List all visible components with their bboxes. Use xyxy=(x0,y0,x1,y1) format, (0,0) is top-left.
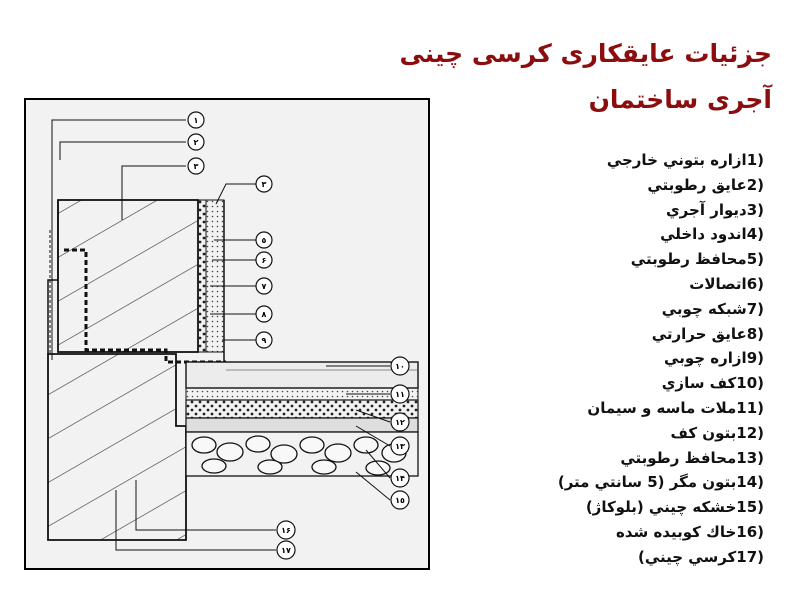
legend-item-12: (12بتون كف xyxy=(670,423,764,442)
callout-3b xyxy=(256,176,272,192)
legend-item-17: (17كرسي چيني) xyxy=(637,547,764,566)
legend-item-16: (16خاك كوبيده شده xyxy=(615,522,764,541)
foundation-wall xyxy=(48,354,186,540)
legend-item-6: (6اتصالات xyxy=(689,274,764,293)
svg-text:٣: ٣ xyxy=(193,162,199,171)
legend-item-2: (2عايق رطوبتي xyxy=(647,175,764,194)
callout-2 xyxy=(188,134,204,150)
legend-item-1: (1ازاره بتوني خارجي xyxy=(606,151,764,169)
callout-13 xyxy=(391,437,409,455)
legend-item-4: (4اندود داخلي xyxy=(660,225,764,244)
legend-item-11: (11ملات ماسه و سيمان xyxy=(587,398,764,417)
svg-text:١۶: ١۶ xyxy=(281,526,291,535)
diagram-title-line1: جزئیات عایقکاری کرسی چینی xyxy=(399,39,772,68)
callout-12 xyxy=(391,413,409,431)
legend-item-3: (3ديوار آجري xyxy=(665,200,764,219)
callout-1 xyxy=(188,112,204,128)
legend-item-13: (13محافظ رطوبتي xyxy=(620,448,764,467)
svg-text:٣: ٣ xyxy=(261,180,267,189)
legend-item-8: (8عايق حرارتي xyxy=(651,324,764,343)
svg-text:٢: ٢ xyxy=(193,138,199,147)
legend-list xyxy=(404,148,764,570)
svg-text:١٥: ١٥ xyxy=(395,496,405,505)
callout-17 xyxy=(277,541,295,559)
svg-text:٥: ٥ xyxy=(261,236,267,245)
callout-16 xyxy=(277,521,295,539)
svg-text:١١: ١١ xyxy=(395,390,405,399)
callout-5 xyxy=(256,232,272,248)
callout-3 xyxy=(188,158,204,174)
inner-lining xyxy=(198,200,224,362)
callout-6 xyxy=(256,252,272,268)
svg-text:١٣: ١٣ xyxy=(395,442,405,451)
legend-item-14: (14بتون مگر (5 سانتي متر) xyxy=(557,473,764,492)
legend-item-5: (5محافظ رطوبتي xyxy=(630,250,764,269)
callout-10 xyxy=(391,357,409,375)
callout-9 xyxy=(256,332,272,348)
svg-text:٩: ٩ xyxy=(261,336,267,345)
brick-wall-upper xyxy=(58,200,198,352)
legend-item-7: (7شبكه چوبي xyxy=(661,299,764,318)
svg-text:١٢: ١٢ xyxy=(395,418,405,427)
svg-text:٧: ٧ xyxy=(261,282,267,291)
legend-item-10: (10كف سازي xyxy=(661,374,764,393)
diagram-title-line2: آجری ساختمان xyxy=(588,85,772,114)
section-drawing-svg xyxy=(26,100,428,568)
svg-text:٨: ٨ xyxy=(261,310,267,319)
svg-text:١٧: ١٧ xyxy=(281,546,291,555)
callout-14 xyxy=(391,469,409,487)
section-drawing xyxy=(24,98,430,570)
svg-text:١: ١ xyxy=(193,116,199,125)
callout-7 xyxy=(256,278,272,294)
callout-15 xyxy=(391,491,409,509)
legend-item-9: (9ازاره چوبي xyxy=(664,349,764,368)
legend-item-15: (15خشكه چيني (بلوكاژ) xyxy=(585,498,764,517)
callout-11 xyxy=(391,385,409,403)
svg-text:١۴: ١۴ xyxy=(395,474,405,483)
svg-text:١٠: ١٠ xyxy=(395,362,405,371)
svg-text:۶: ۶ xyxy=(261,256,267,265)
exterior-facing xyxy=(48,200,58,354)
floor-concrete xyxy=(186,400,418,418)
callout-8 xyxy=(256,306,272,322)
